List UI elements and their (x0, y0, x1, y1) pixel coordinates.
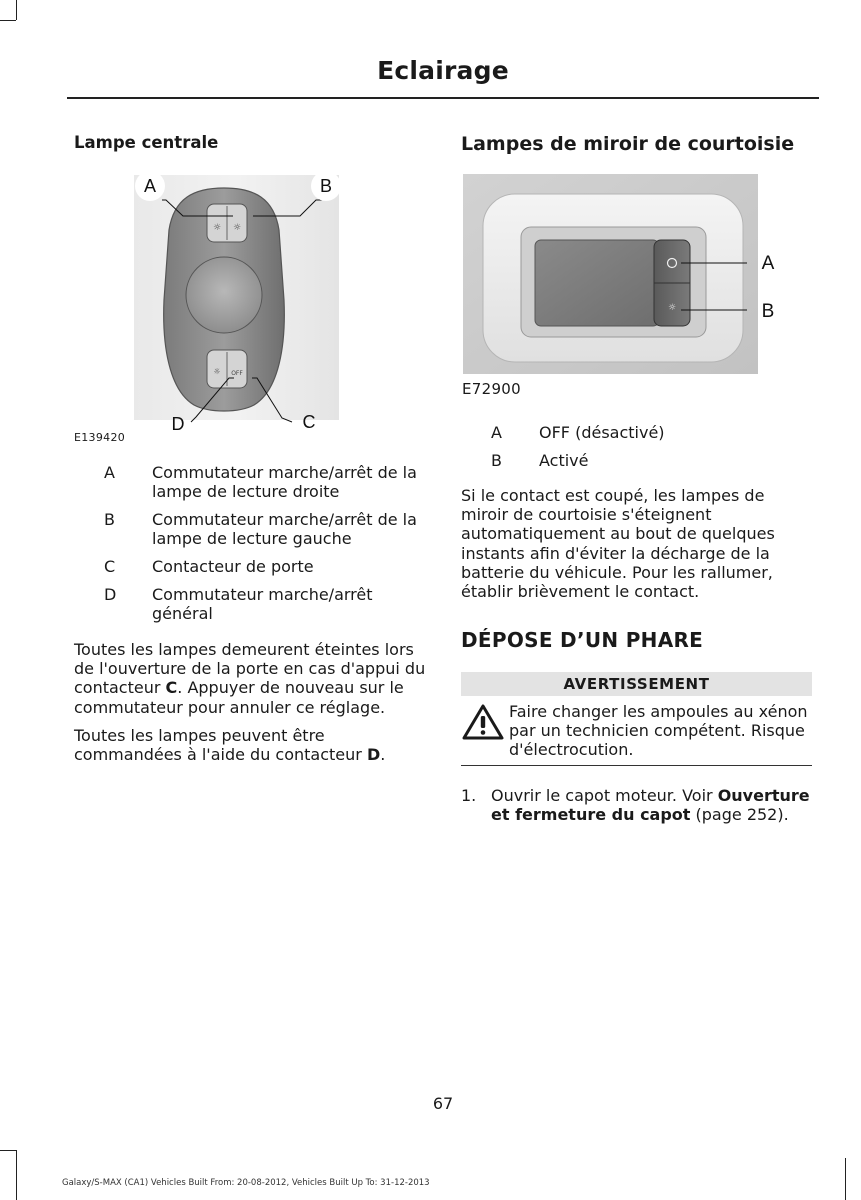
header-rule (67, 97, 819, 99)
step-text-part: (page 252). (690, 805, 789, 825)
legend-key: B (491, 451, 502, 470)
paragraph-contact-c (74, 640, 428, 717)
legend-key: B (104, 510, 115, 529)
legend-key: A (104, 463, 115, 482)
step-text-part: Ouvrir le capot moteur. Voir (491, 786, 718, 805)
lamp-lens (535, 240, 659, 326)
step-number: 1. (461, 786, 477, 805)
lamp-on-icon: ☼ (667, 303, 677, 313)
legend-text: Activé (539, 451, 589, 470)
page-number: 67 (432, 1094, 454, 1113)
figure-code: E139420 (74, 431, 126, 444)
crop-mark (845, 1158, 846, 1200)
crop-mark (0, 20, 16, 21)
cross-reference-link[interactable]: Ouverture et fermeture du capot (491, 786, 810, 825)
section-title-depose-phare: DÉPOSE D’UN PHARE (461, 628, 704, 652)
callout-label-a: A (143, 176, 157, 196)
figure-legend (104, 463, 429, 632)
legend-item (491, 423, 791, 451)
legend-item (104, 510, 429, 557)
callout-label-b: B (319, 176, 333, 196)
legend-item (104, 557, 429, 585)
paragraph-text: Toutes les lampes demeurent éteintes lors de l'ouverture de la porte en cas d'appui du contacteur (74, 640, 426, 698)
section-heading-lampe-centrale: Lampe centrale (74, 133, 219, 152)
callout-label-c: C (302, 412, 316, 432)
warning-icon (461, 702, 505, 742)
paragraph-contact-d (74, 726, 404, 764)
legend-item (491, 451, 791, 479)
warning-rule (461, 765, 812, 766)
legend-key: A (491, 423, 502, 442)
lamp-icon: ☼ (213, 367, 221, 376)
callout-label-b: B (761, 301, 775, 322)
callout-label-a: A (761, 253, 775, 274)
legend-text: Contacteur de porte (152, 557, 314, 576)
legend-text: Commutateur marche/arrêt de la lampe de lecture droite (152, 463, 417, 501)
legend-key: C (104, 557, 116, 576)
figure-code: E72900 (462, 380, 521, 398)
paragraph-text: Toutes les lampes peuvent être commandées à l'aide du contacteur (74, 726, 367, 765)
legend-item (104, 463, 429, 510)
paragraph-courtesy-lamps: Si le contact est coupé, les lampes de miroir de courtoisie s'éteignent automatiquement au bout de quelques instants afin d'éviter la décharge de la batterie du véhicule. Pour les rallumer, établir brièvement le contact. (461, 486, 775, 602)
page-title: Eclairage (377, 56, 509, 85)
off-icon: OFF (231, 370, 243, 377)
section-heading-lampes-miroir: Lampes de miroir de courtoisie (461, 133, 795, 155)
crop-mark (16, 0, 17, 20)
vanity-mirror-illustration (461, 172, 791, 377)
footer-vehicle-info: Galaxy/S-MAX (CA1) Vehicles Built From: 20-08-2012, Vehicles Built Up To: 31-12-2013 (62, 1178, 430, 1188)
crop-mark (0, 1150, 16, 1151)
paragraph-text: . Appuyer de nouveau sur le commutateur pour annuler ce réglage. (74, 678, 404, 717)
vanity-mirror-figure (461, 172, 791, 377)
legend-item (104, 585, 429, 632)
legend-key: D (104, 585, 117, 604)
reading-lamp-icon: ☼ (212, 223, 222, 233)
legend-text: Commutateur marche/arrêt général (152, 585, 373, 623)
bold-reference: D (366, 745, 381, 765)
bold-reference: C (165, 678, 178, 698)
legend-text: Commutateur marche/arrêt de la lampe de lecture gauche (152, 510, 417, 548)
paragraph-text: . (380, 745, 386, 765)
warning-header: AVERTISSEMENT (461, 672, 812, 696)
callout-label-d: D (171, 414, 185, 434)
figure-legend (491, 423, 791, 479)
crop-mark (16, 1150, 17, 1200)
step-text (491, 786, 815, 824)
overhead-console-figure (74, 170, 374, 445)
overhead-console-illustration (74, 170, 374, 445)
center-dial (186, 257, 262, 333)
reading-lamp-icon: ☼ (232, 223, 242, 233)
warning-text: Faire changer les ampoules au xénon par un technicien compétent. Risque d'électrocution. (509, 702, 808, 760)
legend-text: OFF (désactivé) (539, 423, 665, 442)
